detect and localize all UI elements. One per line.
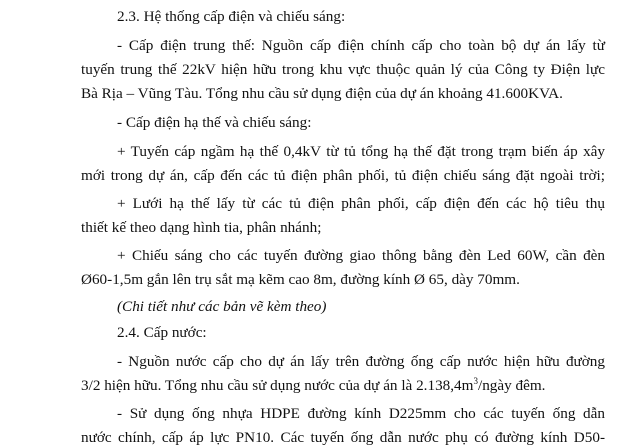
- paragraph-line: mới trong dự án, cấp đến các tủ điện phân phối, tủ điện chiếu sáng đặt ngoài trời;: [81, 167, 605, 184]
- section-heading-power: 2.3. Hệ thống cấp điện và chiếu sáng:: [117, 8, 346, 25]
- superscript-3: 3: [473, 376, 478, 386]
- note-line: (Chi tiết như các bản vẽ kèm theo): [117, 298, 327, 315]
- paragraph-line: Bà Rịa – Vũng Tàu. Tổng nhu cầu sử dụng điện của dự án khoảng 41.600KVA.: [81, 85, 563, 102]
- paragraph-line: - Nguồn nước cấp cho dự án lấy trên đường ống cấp nước hiện hữu đường: [117, 353, 605, 370]
- water-demand-text: 3/2 hiện hữu. Tổng nhu cầu sử dụng nước của dự án là 2.138,4m: [81, 377, 474, 394]
- paragraph-line: - Cấp điện trung thế: Nguồn cấp điện chính cấp cho toàn bộ dự án lấy từ: [117, 37, 605, 54]
- water-demand-unit: /ngày đêm.: [477, 377, 546, 394]
- paragraph-line: tuyến trung thế 22kV hiện hữu trong khu vực thuộc quản lý của Công ty Điện lực: [81, 61, 605, 78]
- paragraph-line: Ø60-1,5m gắn lên trụ sắt mạ kẽm cao 8m, đường kính Ø 65, dày 70mm.: [81, 271, 520, 288]
- section-heading-water: 2.4. Cấp nước:: [117, 324, 207, 341]
- paragraph-line: + Chiếu sáng cho các tuyến đường giao thông bằng đèn Led 60W, cần đèn: [117, 247, 605, 264]
- paragraph-line: nước chính, cấp áp lực PN10. Các tuyến ống dẫn nước phụ có đường kính D50-: [81, 429, 605, 446]
- paragraph-line: + Tuyến cáp ngầm hạ thế 0,4kV từ tủ tổng hạ thế đặt trong trạm biến áp xây: [117, 143, 605, 160]
- paragraph-line: + Lưới hạ thế lấy từ các tủ điện phân phối, cấp điện đến các hộ tiêu thụ: [117, 195, 605, 212]
- paragraph-line: - Cấp điện hạ thế và chiếu sáng:: [117, 114, 312, 131]
- paragraph-line: thiết kế theo dạng hình tia, phân nhánh;: [81, 219, 322, 236]
- paragraph-line: [81, 376, 545, 396]
- paragraph-line: - Sử dụng ống nhựa HDPE đường kính D225mm cho các tuyến ống dẫn: [117, 405, 605, 422]
